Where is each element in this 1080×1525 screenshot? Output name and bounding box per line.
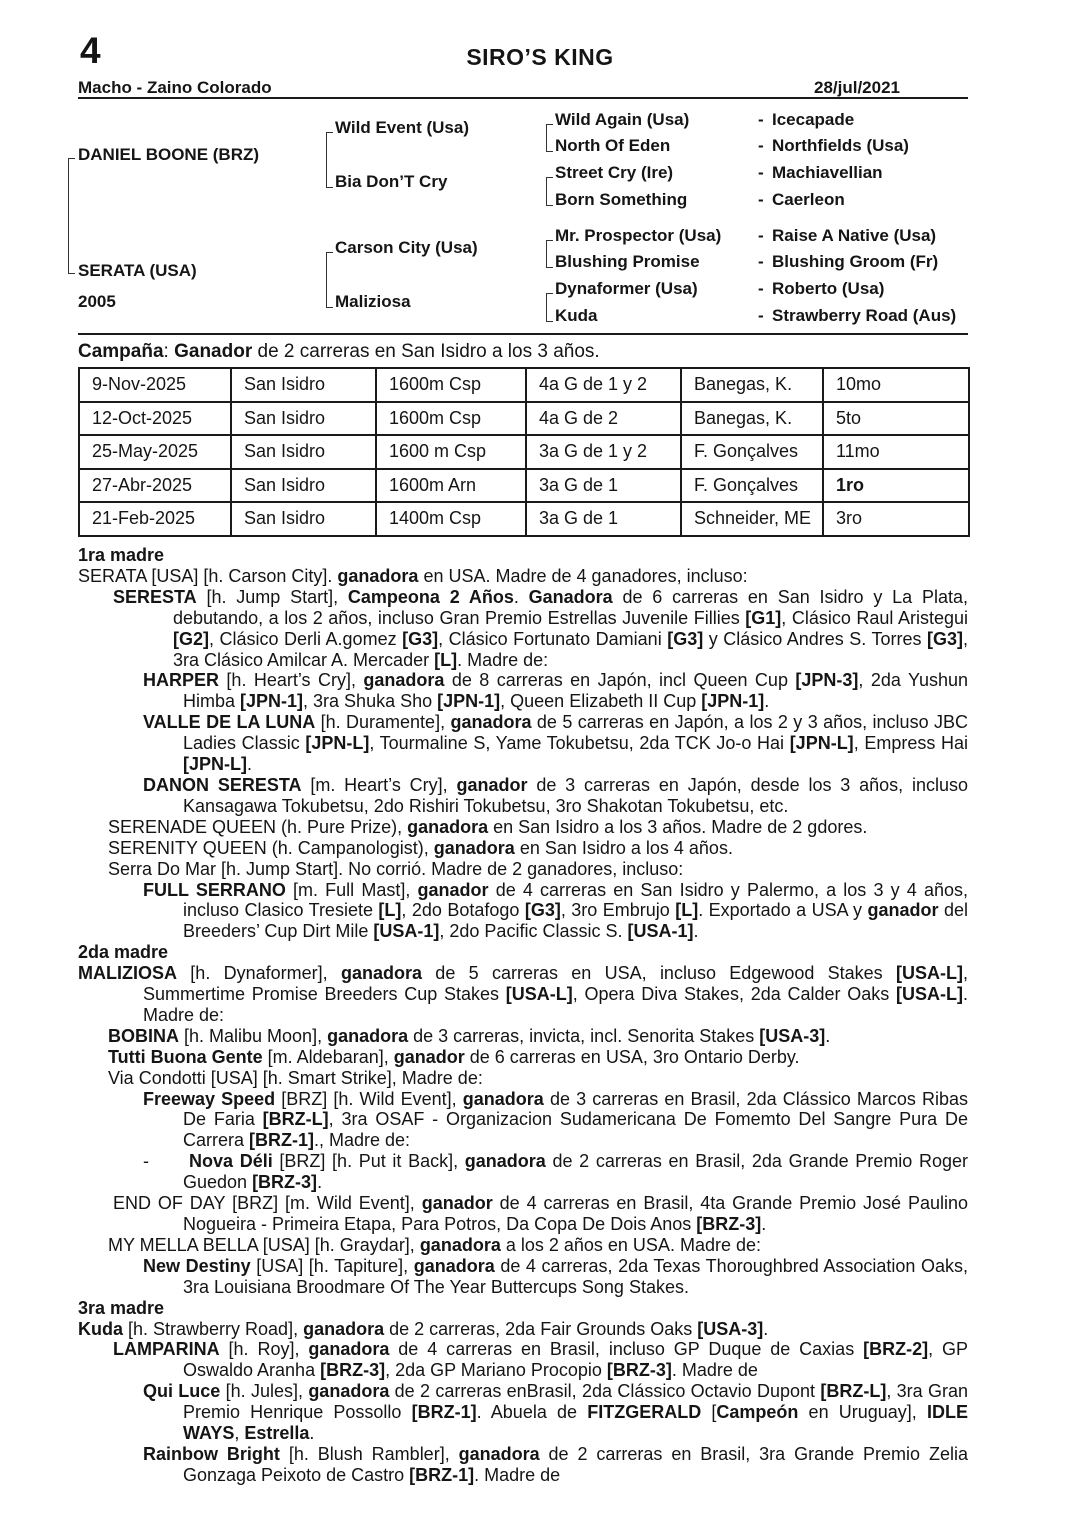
pedigree-gen3-name: Dynaformer (Usa) <box>555 279 698 298</box>
race-table-body <box>79 368 969 536</box>
pedigree-dash: - <box>758 226 764 245</box>
race-date: 25-May-2025 <box>79 435 231 469</box>
family-paragraph: MY MELLA BELLA [USA] [h. Graydar], ganadora a los 2 años en USA. Madre de: <box>108 1234 761 1255</box>
pedigree-bracket <box>546 124 553 152</box>
family-paragraph: MALIZIOSA [h. Dynaformer], ganadora de 5 carreras en USA, incluso Edgewood Stakes [USA-L], Summertime Promise Breeders Cup Stakes [USA-L], Opera Diva Stakes, 2da Calder Oaks [USA-L]. Madre de: <box>78 963 968 1025</box>
pedigree-bracket <box>546 240 553 268</box>
race-result: 1ro <box>823 469 969 503</box>
pedigree-gen3-name: Born Something <box>555 190 688 209</box>
race-distance: 1600m Arn <box>376 469 526 503</box>
family-paragraph: DANON SERESTA [m. Heart’s Cry], ganador de 3 carreras en Japón, desde los 3 años, incluso Kansagawa Tokubetsu, 2do Rishiri Tokubetsu, 3ro Shakotan Tokubetsu, etc. <box>143 774 969 816</box>
race-distance: 1600m Csp <box>376 368 526 402</box>
pedigree-dash: - <box>758 110 764 129</box>
family-paragraph: SERENADE QUEEN (h. Pure Prize), ganadora en San Isidro a los 3 años. Madre de 2 gdores. <box>108 816 868 837</box>
race-row <box>79 402 969 436</box>
pedigree-dash: - <box>758 136 764 155</box>
pedigree-bracket <box>546 177 553 206</box>
pedigree-gen4-name: - Northfields (Usa) <box>758 136 909 155</box>
campaign-separator: : <box>163 341 175 362</box>
campaign-highlight: Ganador <box>174 341 253 362</box>
pedigree-gen4-name: - Blushing Groom (Fr) <box>758 252 939 271</box>
race-date: 9-Nov-2025 <box>79 368 231 402</box>
family-paragraph: Freeway Speed [BRZ] [h. Wild Event], ganadora de 3 carreras en Brasil, 2da Clássico Marcos Ribas De Faria [BRZ-L], 3ra OSAF - Organizacion Sudamericana De Fomemto Del Sangre Pura De Carrera [BRZ-1]., Madre de: <box>143 1088 968 1151</box>
race-venue: San Isidro <box>231 469 376 503</box>
pedigree-gen3-name: Mr. Prospector (Usa) <box>555 226 722 245</box>
pedigree-dam: SERATA (USA) <box>78 261 197 280</box>
family-paragraph: Serra Do Mar [h. Jump Start]. No corrió. Madre de 2 ganadores, incluso: <box>108 858 684 879</box>
race-condition: 4a G de 2 <box>526 402 681 436</box>
pedigree-dam-year: 2005 <box>78 292 116 311</box>
race-date: 12-Oct-2025 <box>79 402 231 436</box>
pedigree-gen4-name: - Roberto (Usa) <box>758 279 885 298</box>
pedigree-gen4-name: - Machiavellian <box>758 163 883 182</box>
race-venue: San Isidro <box>231 502 376 536</box>
pedigree-gen3-name: North Of Eden <box>555 136 671 155</box>
pedigree-gen2-name: Wild Event (Usa) <box>335 118 469 137</box>
race-date: 21-Feb-2025 <box>79 502 231 536</box>
pedigree-bracket <box>326 252 333 308</box>
family-sections <box>78 545 968 1486</box>
race-jockey: F. Gonçalves <box>681 435 823 469</box>
race-distance: 1400m Csp <box>376 502 526 536</box>
family-paragraph: Qui Luce [h. Jules], ganadora de 2 carreras enBrasil, 2da Clássico Octavio Dupont [BRZ-L], 3ra Gran Premio Henrique Possollo [BRZ-1]. Abuela de FITZGERALD [Campeón en Uruguay], IDLE WAYS, Estrella. <box>143 1381 969 1444</box>
family-paragraph: Kuda [h. Strawberry Road], ganadora de 2 carreras, 2da Fair Grounds Oaks [USA-3]. <box>78 1318 769 1339</box>
race-row <box>79 469 969 503</box>
pedigree-dash: - <box>758 306 764 325</box>
family-section-heading: 1ra madre <box>78 545 165 565</box>
family-paragraph: LAMPARINA [h. Roy], ganadora de 4 carreras en Brasil, incluso GP Duque de Caxias [BRZ-2], GP Oswaldo Aranha [BRZ-3], 2da GP Mariano Procopio [BRZ-3]. Madre de <box>113 1339 968 1381</box>
campaign-rest: de 2 carreras en San Isidro a los 3 años. <box>252 341 600 362</box>
pedigree-gen4-name: - Caerleon <box>758 190 845 209</box>
family-paragraph: BOBINA [h. Malibu Moon], ganadora de 3 carreras, invicta, incl. Senorita Stakes [USA-3]. <box>108 1025 831 1046</box>
family-paragraph: Tutti Buona Gente [m. Aldebaran], ganador de 6 carreras en USA, 3ro Ontario Derby. <box>108 1046 800 1067</box>
family-paragraph: END OF DAY [BRZ] [m. Wild Event], ganador de 4 carreras en Brasil, 4ta Grande Premio José Paulino Nogueira - Primeira Etapa, Para Potros, Da Copa De Dois Anos [BRZ-3]. <box>113 1193 969 1234</box>
sex-color-label: Macho - Zaino Colorado <box>78 78 272 97</box>
pedigree-dash: - <box>758 252 764 271</box>
race-result: 10mo <box>823 368 969 402</box>
pedigree-gen3-name: Kuda <box>555 306 598 325</box>
race-condition: 4a G de 1 y 2 <box>526 368 681 402</box>
family-paragraph: HARPER [h. Heart’s Cry], ganadora de 8 carreras en Japón, incl Queen Cup [JPN-3], 2da Yushun Himba [JPN-1], 3ra Shuka Sho [JPN-1], Queen Elizabeth II Cup [JPN-1]. <box>143 670 969 712</box>
pedigree-bracket <box>326 132 333 188</box>
campaign-label: Campaña <box>78 341 164 362</box>
race-distance: 1600m Csp <box>376 402 526 436</box>
race-venue: San Isidro <box>231 402 376 436</box>
pedigree-gen3-name: Blushing Promise <box>555 252 700 271</box>
pedigree-gen4-name: - Raise A Native (Usa) <box>758 226 937 245</box>
pedigree-dash: - <box>758 279 764 298</box>
family-paragraph: VALLE DE LA LUNA [h. Duramente], ganadora de 5 carreras en Japón, a los 2 y 3 años, incluso JBC Ladies Classic [JPN-L], Tourmaline S, Yame Tokubetsu, 2da TCK Jo-o Hai [JPN-L], Empress Hai [JPN-L]. <box>143 712 968 775</box>
family-paragraph: SERENITY QUEEN (h. Campanologist), ganadora en San Isidro a los 4 años. <box>108 837 733 858</box>
family-section-heading: 2da madre <box>78 942 169 963</box>
horse-name-title: SIRO’S KING <box>466 44 614 70</box>
pedigree-gen4-name: - Icecapade <box>758 110 855 129</box>
race-condition: 3a G de 1 y 2 <box>526 435 681 469</box>
race-jockey: Banegas, K. <box>681 402 823 436</box>
race-result: 11mo <box>823 435 969 469</box>
family-paragraph: SERESTA [h. Jump Start], Campeona 2 Años. Ganadora de 6 carreras en San Isidro y La Plata, debutando, a los 2 años, incluso Gran Premio Estrellas Juvenile Fillies [G1], Clásico Raul Aristegui [G2], Clásico Derli A.gomez [G3], Clásico Fortunato Damiani [G3] y Clásico Andres S. Torres [G3], 3ra Clásico Amilcar A. Mercader [L]. Madre de: <box>113 586 968 670</box>
race-venue: San Isidro <box>231 368 376 402</box>
pedigree-bracket <box>68 158 75 274</box>
race-row <box>79 368 969 402</box>
family-paragraph: SERATA [USA] [h. Carson City]. ganadora en USA. Madre de 4 ganadores, incluso: <box>78 565 748 586</box>
pedigree-dash: - <box>758 190 764 209</box>
pedigree-dash: - <box>758 163 764 182</box>
header-rule <box>78 97 968 99</box>
race-condition: 3a G de 1 <box>526 469 681 503</box>
family-paragraph: Via Condotti [USA] [h. Smart Strike], Madre de: <box>108 1067 483 1088</box>
race-venue: San Isidro <box>231 435 376 469</box>
family-paragraph: New Destiny [USA] [h. Tapiture], ganadora de 4 carreras, 2da Texas Thoroughbred Association Oaks, 3ra Louisiana Broodmare Of The Year Buttercups Song Stakes. <box>143 1255 968 1297</box>
pedigree-gen3-name: Street Cry (Ire) <box>555 163 674 182</box>
pedigree-gen2-name: Maliziosa <box>335 292 411 311</box>
pedigree-gen2-name: Bia Don’T Cry <box>335 172 448 191</box>
race-jockey: Schneider, ME <box>681 502 823 536</box>
pedigree-gen3-name: Wild Again (Usa) <box>555 110 690 129</box>
race-result: 5to <box>823 402 969 436</box>
race-condition: 3a G de 1 <box>526 502 681 536</box>
pedigree-chart <box>78 100 968 333</box>
family-section-heading: 3ra madre <box>78 1297 165 1318</box>
race-row <box>79 502 969 536</box>
pedigree-rule <box>78 333 968 335</box>
pedigree-bracket <box>546 293 553 322</box>
race-jockey: Banegas, K. <box>681 368 823 402</box>
race-record-table <box>78 367 970 537</box>
race-distance: 1600 m Csp <box>376 435 526 469</box>
birth-date: 28/jul/2021 <box>813 78 900 97</box>
race-result: 3ro <box>823 502 969 536</box>
page-number: 4 <box>80 30 101 71</box>
race-jockey: F. Gonçalves <box>681 469 823 503</box>
family-paragraph: - Nova Déli [BRZ] [h. Put it Back], ganadora de 2 carreras en Brasil, 2da Grande Premio Roger Guedon [BRZ-3]. <box>143 1151 969 1193</box>
campaign-summary <box>78 341 968 363</box>
race-row <box>79 435 969 469</box>
pedigree-gen4-name: - Strawberry Road (Aus) <box>758 306 957 325</box>
race-date: 27-Abr-2025 <box>79 469 231 503</box>
family-paragraph: Rainbow Bright [h. Blush Rambler], ganadora de 2 carreras en Brasil, 3ra Grande Premio Zelia Gonzaga Peixoto de Castro [BRZ-1]. Madre de <box>143 1443 968 1485</box>
pedigree-sire: DANIEL BOONE (BRZ) <box>78 145 260 164</box>
family-paragraph: FULL SERRANO [m. Full Mast], ganador de 4 carreras en San Isidro y Palermo, a los 3 y 4 años, incluso Clasico Tresiete [L], 2do Botafogo [G3], 3ro Embrujo [L]. Exportado a USA y ganador del Breeders’ Cup Dirt Mile [USA-1], 2do Pacific Classic S. [USA-1]. <box>143 879 969 942</box>
pedigree-gen2-name: Carson City (Usa) <box>335 238 478 257</box>
